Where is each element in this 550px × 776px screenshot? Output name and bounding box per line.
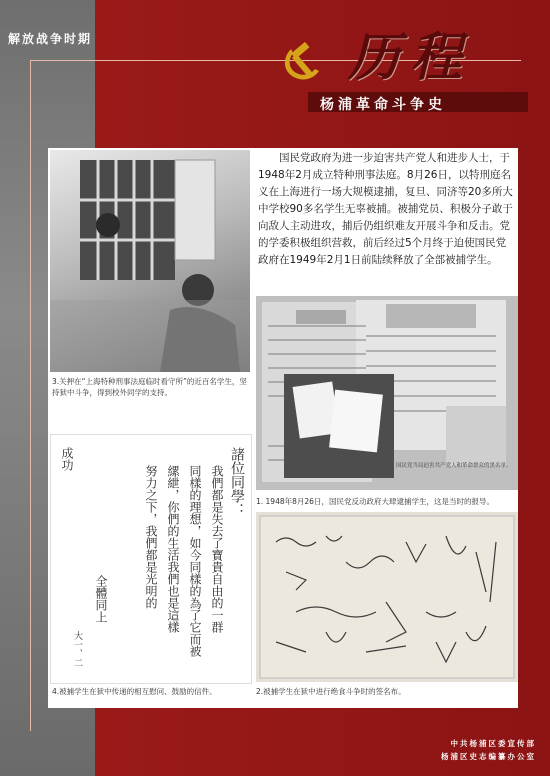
photo-letter [50,434,252,684]
photo3-caption: 3.关押在“上海特种刑事法庭临时看守所”的近百名学生，坚持狱中斗争，得到校外同学的支持。 [52,377,247,397]
letter-closing: 成功 [60,447,74,471]
hammer-sickle-icon [275,40,333,88]
footer-line-1: 中共杨浦区委宣传部 [450,739,536,748]
photo-prison-window [50,150,250,372]
page-subtitle: 杨浦革命斗争史 [320,97,446,113]
article-paragraph: 国民党政府为进一步迫害共产党人和进步人士，于1948年2月成立特种刑事法庭。8月26日，以特刑庭名义在上海进行一场大规模逮捕，复旦、同济等20多所大中学校90多名学生无辜被捕。被捕党员、积极分子敢于向敌人主动进攻，捕后仍组织难友开展斗争和反击。党的学委积极组织营救，前后经过5个月终于迫使国民党政府在1949年2月1日前陆续释放了全部被捕学生。 [258,152,513,266]
photo-signature-cloth [256,512,518,682]
letter-col3: 縲紲，你們的生活我們也是這樣 [166,465,180,633]
period-label: 解放战争时期 [8,32,93,46]
page-title: 历程 [348,27,473,88]
photo2-caption: 2.被捕学生在狱中进行绝食斗争时的签名布。 [256,687,406,696]
letter-col2: 同樣的理想，如今同樣的為了它而被 [188,465,202,657]
photo4-caption: 4.被捕学生在狱中传递的相互慰问、鼓励的信件。 [52,687,217,696]
letter-col4: 努力之下，我們都是光明的 [144,465,158,609]
footer-line-2: 杨浦区史志编纂办公室 [441,752,536,761]
letter-salutation: 諸位同學： [229,447,245,517]
letter-signature: 全體同上 [94,575,108,623]
letter-date: 大一、二 [72,631,82,667]
photo1-caption: 1. 1948年8月26日，国民党反动政府大肆逮捕学生，这是当时的报导。 [256,497,494,506]
letter-col1: 我們都是失去了寶貴自由的一群 [210,465,224,633]
photo-newspapers [256,296,518,490]
photo1-inset-caption: 国民党当局迫害共产党人和革命群众的黑名单。 [396,463,512,469]
